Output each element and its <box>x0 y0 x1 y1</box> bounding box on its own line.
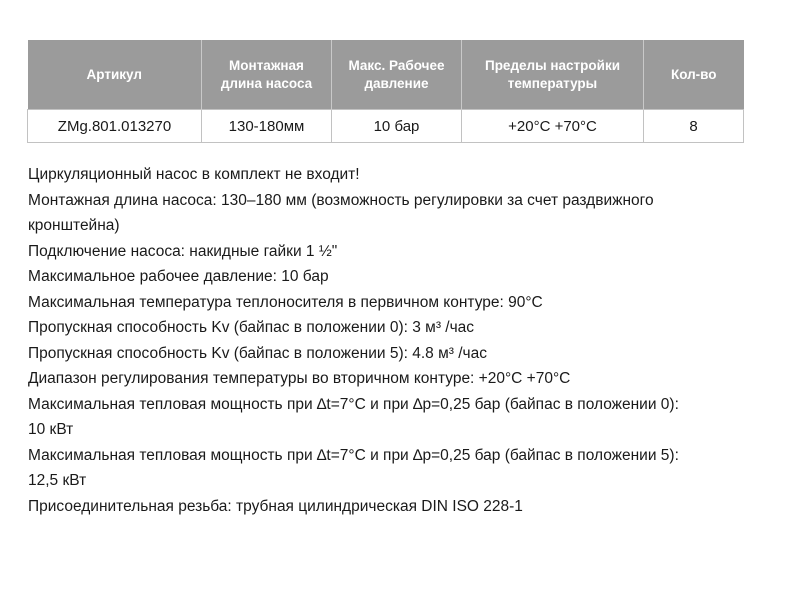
note-kv-bypass-0: Пропускная способность Kv (байпас в положении 0): 3 м³ /час <box>28 319 475 336</box>
header-mount-length: Монтажная длина насоса <box>202 40 332 110</box>
note-thread: Присоединительная резьба: трубная цилиндрическая DIN ISO 228-1 <box>28 497 523 515</box>
note-mount-length: Монтажная длина насоса: 130–180 мм (возможность регулировки за счет раздвижного кронштейна) <box>28 191 654 234</box>
table-header-row <box>28 40 744 110</box>
header-article: Артикул <box>28 40 202 110</box>
header-max-pressure: Макс. Рабочее давление <box>332 40 462 110</box>
note-kv-bypass-5: Пропускная способность Kv (байпас в положении 5): 4.8 м³ /час <box>28 344 487 362</box>
note-max-power-bypass-0: Максимальная тепловая мощность при ∆t=7°C и при ∆p=0,25 бар (байпас в положении 0): 10 кВт <box>28 395 679 438</box>
note-pump-connection: Подключение насоса: накидные гайки 1 ½" <box>28 242 338 260</box>
spec-table <box>27 40 744 143</box>
note-secondary-temp-range: Диапазон регулирования температуры во вторичном контуре: +20°C +70°C <box>28 370 571 387</box>
header-quantity: Кол-во <box>644 40 744 110</box>
header-temp-range: Пределы настройки температуры <box>462 40 644 110</box>
cell-article: ZMg.801.013270 <box>28 110 202 143</box>
cell-max-pressure: 10 бар <box>332 110 462 143</box>
note-max-power-bypass-5: Максимальная тепловая мощность при ∆t=7°C и при ∆p=0,25 бар (байпас в положении 5): 12,5 кВт <box>28 446 679 489</box>
spec-notes <box>28 162 788 519</box>
note-max-primary-temp: Максимальная температура теплоносителя в первичном контуре: 90°C <box>28 293 543 311</box>
cell-mount-length: 130-180мм <box>202 110 332 143</box>
cell-temp-range: +20°C +70°C <box>462 110 644 143</box>
note-pump-not-included: Циркуляционный насос в комплект не входит! <box>28 166 360 183</box>
table-row <box>28 110 744 143</box>
note-max-pressure: Максимальное рабочее давление: 10 бар <box>28 268 329 285</box>
cell-quantity: 8 <box>644 110 744 143</box>
